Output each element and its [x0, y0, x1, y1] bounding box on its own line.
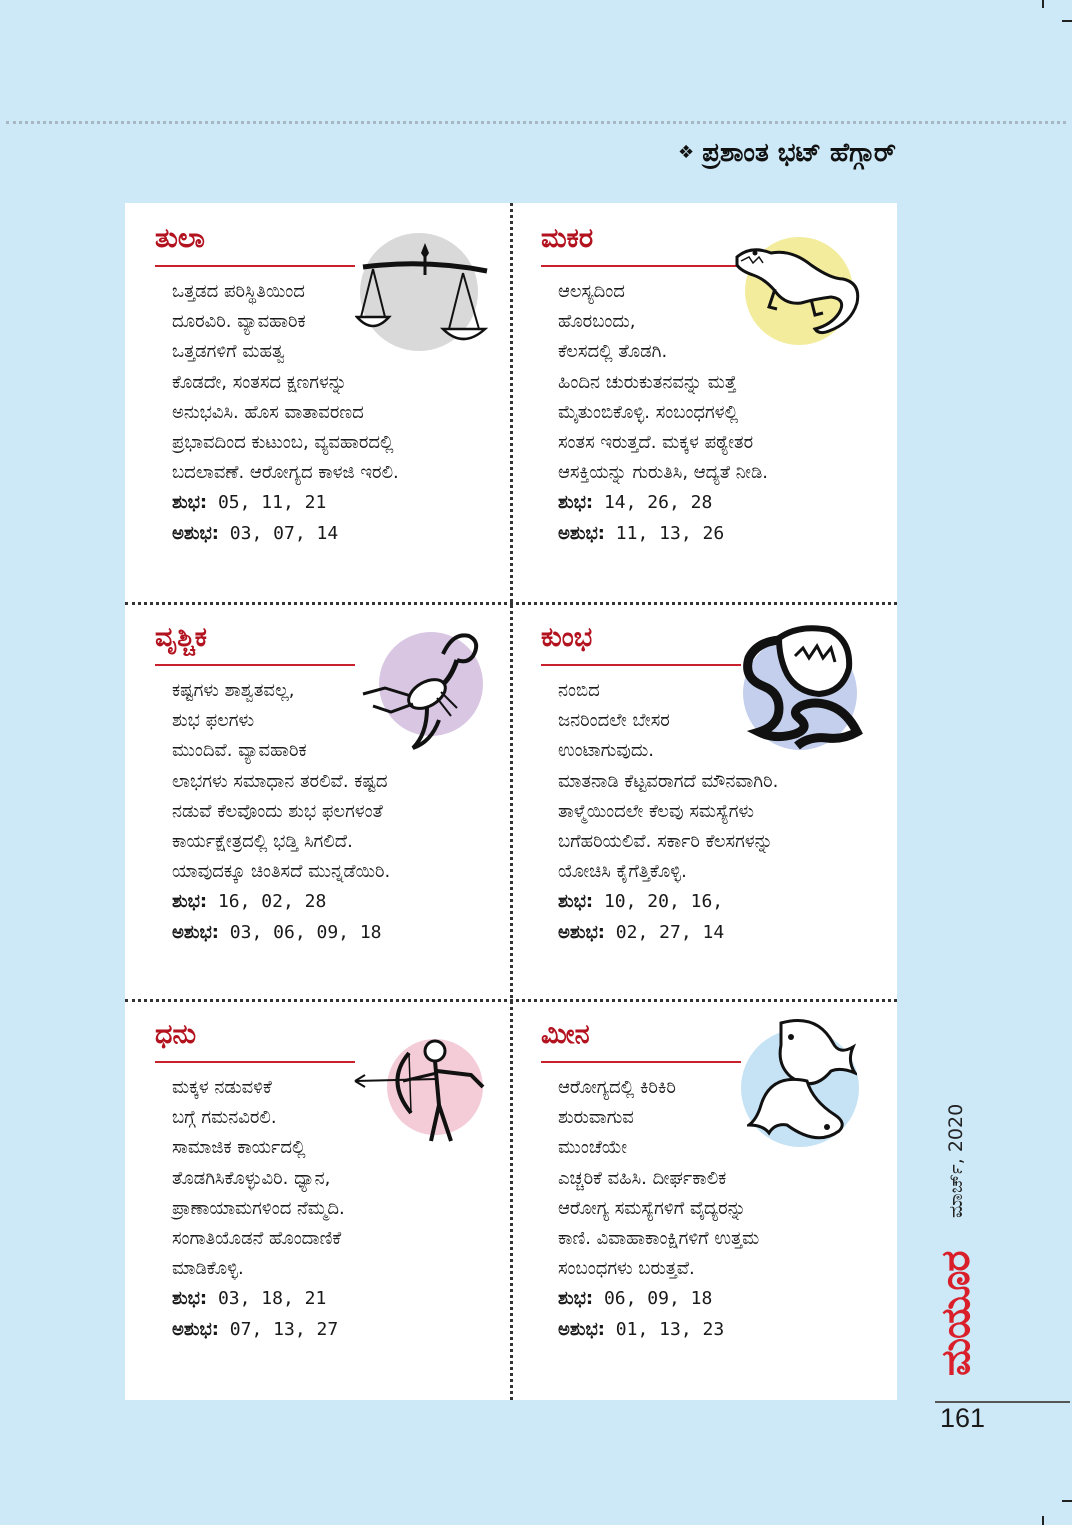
title-underline — [541, 1061, 741, 1063]
sign-title: ಮಕರ — [541, 223, 594, 254]
body-line: ತೊಡಗಿಸಿಕೊಳ್ಳುವಿರಿ. ಧ್ಯಾನ, — [172, 1167, 331, 1189]
lucky-values: 06, 09, 18 — [603, 1288, 713, 1310]
lucky-numbers — [172, 1284, 502, 1314]
body-line: ಆಸಕ್ತಿಯನ್ನು ಗುರುತಿಸಿ, ಆದ್ಯತೆ ನೀಡಿ. — [558, 462, 769, 484]
lucky-label: ಶುಭ: — [558, 891, 594, 913]
body-line: ಕೊಡದೇ, ಸಂತಸದ ಕ್ಷಣಗಳನ್ನು — [172, 371, 347, 393]
unlucky-values: 07, 13, 27 — [229, 1318, 339, 1340]
unlucky-label: ಅಶುಭ: — [558, 522, 605, 544]
body-line: ಶುಭ ಫಲಗಳು — [172, 710, 255, 732]
magazine-logo: ಮಯೂರ — [933, 1251, 979, 1376]
lucky-numbers — [558, 488, 888, 518]
horoscope-panel — [125, 203, 897, 1400]
body-line: ಹೊರಬಂದು, — [558, 311, 636, 333]
sign-title: ಮೀನ — [541, 1019, 590, 1050]
body-line: ಕಾಣಿ. ವಿವಾಹಾಕಾಂಕ್ಷಿಗಳಿಗೆ ಉತ್ತಮ — [558, 1227, 760, 1249]
lucky-label: ಶುಭ: — [558, 492, 594, 514]
lucky-numbers — [172, 488, 502, 518]
body-line: ಯೋಚಿಸಿ ಕೈಗೆತ್ತಿಕೊಳ್ಳಿ. — [558, 861, 687, 883]
title-underline — [155, 1061, 355, 1063]
lucky-numbers — [172, 887, 502, 917]
body-line: ಆರೋಗ್ಯ ಸಮಸ್ಯೆಗಳಿಗೆ ವೈದ್ಯರನ್ನು — [558, 1197, 746, 1219]
body-line: ಸಂಬಂಧಗಳು ಬರುತ್ತವೆ. — [558, 1258, 695, 1280]
crop-mark-top — [1042, 0, 1044, 8]
unlucky-label: ಅಶುಭ: — [172, 1318, 219, 1340]
sign-title: ತುಲಾ — [155, 223, 205, 254]
lucky-label: ಶುಭ: — [558, 1288, 594, 1310]
top-dotted-divider — [6, 121, 1066, 124]
sign-title: ಕುಂಭ — [541, 622, 593, 653]
sign-title: ವೃಶ್ಚಿಕ — [155, 622, 207, 653]
body-line: ಅನುಭವಿಸಿ. ಹೊಸ ವಾತಾವರಣದ — [172, 401, 364, 423]
body-line: ಬಗೆಹರಿಯಲಿವೆ. ಸರ್ಕಾರಿ ಕೆಲಸಗಳನ್ನು — [558, 830, 773, 852]
body-line: ತಾಳ್ಮೆಯಿಂದಲೇ ಕೆಲವು ಸಮಸ್ಯೆಗಳು — [558, 800, 755, 822]
unlucky-values: 03, 06, 09, 18 — [229, 921, 382, 943]
unlucky-numbers — [558, 519, 888, 549]
sign-title: ಧನು — [155, 1019, 197, 1050]
unlucky-numbers — [172, 1315, 502, 1345]
crop-mark-right — [1062, 20, 1072, 22]
sign-card-kumbha — [511, 602, 897, 1001]
sign-body — [172, 676, 502, 948]
body-line: ಮೈತುಂಬಿಕೊಳ್ಳಿ. ಸಂಬಂಧಗಳಲ್ಲಿ — [558, 401, 739, 423]
byline-marker: ❖ — [678, 142, 695, 163]
body-line: ಕೆಲಸದಲ್ಲಿ ತೊಡಗಿ. — [558, 341, 668, 363]
body-line: ಸಾಮಾಜಿಕ ಕಾರ್ಯದಲ್ಲಿ — [172, 1137, 306, 1159]
unlucky-label: ಅಶುಭ: — [172, 522, 219, 544]
crop-mark-bottom — [1042, 1516, 1044, 1525]
body-line: ಮಾಡಿಕೊಳ್ಳಿ. — [172, 1258, 244, 1280]
sign-card-meena — [511, 999, 897, 1398]
body-line: ನಂಬಿದ — [558, 680, 600, 701]
title-underline — [541, 664, 741, 666]
sign-card-dhanu — [125, 999, 511, 1398]
body-line: ಮಕ್ಕಳ ನಡುವಳಿಕೆ — [172, 1077, 272, 1098]
lucky-label: ಶುಭ: — [172, 891, 208, 913]
body-line: ಜನರಿಂದಲೇ ಬೇಸರ — [558, 710, 670, 732]
title-underline — [155, 664, 355, 666]
body-line: ದೂರವಿರಿ. ವ್ಯಾವಹಾರಿಕ — [172, 311, 306, 333]
body-line: ಒತ್ತಡಗಳಿಗೆ ಮಹತ್ವ — [172, 341, 285, 363]
sign-card-vrishchika — [125, 602, 511, 1001]
body-line: ಶುರುವಾಗುವ — [558, 1107, 634, 1129]
body-line: ಪ್ರಾಣಾಯಾಮಗಳಿಂದ ನೆಮ್ಮದಿ. — [172, 1197, 345, 1219]
unlucky-label: ಅಶುಭ: — [558, 921, 605, 943]
lucky-values: 16, 02, 28 — [217, 891, 327, 913]
unlucky-values: 01, 13, 23 — [615, 1318, 725, 1340]
lucky-values: 03, 18, 21 — [217, 1288, 327, 1310]
body-line: ಕಾರ್ಯಕ್ಷೇತ್ರದಲ್ಲಿ ಭಡ್ತಿ ಸಿಗಲಿದೆ. — [172, 830, 353, 852]
body-line: ಬಗ್ಗೆ ಗಮನವಿರಲಿ. — [172, 1107, 277, 1129]
lucky-label: ಶುಭ: — [172, 1288, 208, 1310]
unlucky-values: 11, 13, 26 — [615, 522, 725, 544]
unlucky-numbers — [558, 918, 888, 948]
lucky-label: ಶುಭ: — [172, 492, 208, 514]
title-underline — [541, 265, 741, 267]
body-line: ಒತ್ತಡದ ಪರಿಸ್ಥಿತಿಯಿಂದ — [172, 281, 305, 302]
sign-body — [558, 277, 888, 549]
author-name: ಪ್ರಶಾಂತ ಭಟ್ ಹೆಗ್ಗಾರ್ — [702, 138, 896, 168]
unlucky-label: ಅಶುಭ: — [172, 921, 219, 943]
lucky-numbers — [558, 1284, 888, 1314]
unlucky-values: 02, 27, 14 — [615, 921, 725, 943]
page-number: 161 — [940, 1403, 986, 1433]
body-line: ಆಲಸ್ಯದಿಂದ — [558, 281, 625, 302]
sign-body — [558, 676, 888, 948]
lucky-values: 14, 26, 28 — [603, 492, 713, 514]
unlucky-numbers — [172, 519, 502, 549]
body-line: ಸಂತಸ ಇರುತ್ತದೆ. ಮಕ್ಕಳ ಪಠ್ಯೇತರ — [558, 431, 754, 453]
body-line: ಎಚ್ಚರಿಕೆ ವಹಿಸಿ. ದೀರ್ಘಕಾಲಿಕ — [558, 1167, 727, 1189]
body-line: ಯಾವುದಕ್ಕೂ ಚಿಂತಿಸದೆ ಮುನ್ನಡೆಯಿರಿ. — [172, 861, 391, 883]
crop-mark-bottom-right — [1062, 1500, 1072, 1502]
body-line: ಮುಂದಿವೆ. ವ್ಯಾವಹಾರಿಕ — [172, 740, 307, 762]
body-line: ಹಿಂದಿನ ಚುರುಕುತನವನ್ನು ಮತ್ತೆ — [558, 371, 737, 393]
body-line: ಉಂಟಾಗುವುದು. — [558, 740, 654, 762]
sign-body — [172, 1073, 502, 1345]
body-line: ಆರೋಗ್ಯದಲ್ಲಿ ಕಿರಿಕಿರಿ — [558, 1077, 676, 1098]
unlucky-values: 03, 07, 14 — [229, 522, 339, 544]
author-byline — [678, 138, 896, 169]
sign-body — [172, 277, 502, 549]
unlucky-numbers — [558, 1315, 888, 1345]
body-line: ಲಾಭಗಳು ಸಮಾಧಾನ ತರಲಿವೆ. ಕಷ್ಟದ — [172, 770, 388, 792]
unlucky-label: ಅಶುಭ: — [558, 1318, 605, 1340]
body-line: ಸಂಗಾತಿಯೊಡನೆ ಹೊಂದಾಣಿಕೆ — [172, 1227, 342, 1249]
issue-date: ಮಾರ್ಚ್, 2020 — [945, 1103, 967, 1218]
sign-card-makara — [511, 203, 897, 602]
body-line: ನಡುವೆ ಕೆಲವೊಂದು ಶುಭ ಫಲಗಳಂತೆ — [172, 800, 383, 822]
lucky-values: 05, 11, 21 — [217, 492, 327, 514]
title-underline — [155, 265, 355, 267]
body-line: ಪ್ರಭಾವದಿಂದ ಕುಟುಂಬ, ವ್ಯವಹಾರದಲ್ಲಿ — [172, 431, 394, 453]
lucky-numbers — [558, 887, 888, 917]
body-line: ಮುಂಚೆಯೇ — [558, 1137, 628, 1159]
sign-body — [558, 1073, 888, 1345]
lucky-values: 10, 20, 16, — [603, 891, 724, 913]
body-line: ಬದಲಾವಣೆ. ಆರೋಗ್ಯದ ಕಾಳಜಿ ಇರಲಿ. — [172, 462, 399, 484]
body-line: ಕಷ್ಟಗಳು ಶಾಶ್ವತವಲ್ಲ, — [172, 680, 295, 701]
unlucky-numbers — [172, 918, 502, 948]
body-line: ಮಾತನಾಡಿ ಕೆಟ್ಟವರಾಗದೆ ಮೌನವಾಗಿರಿ. — [558, 770, 779, 792]
sign-card-tula — [125, 203, 511, 602]
